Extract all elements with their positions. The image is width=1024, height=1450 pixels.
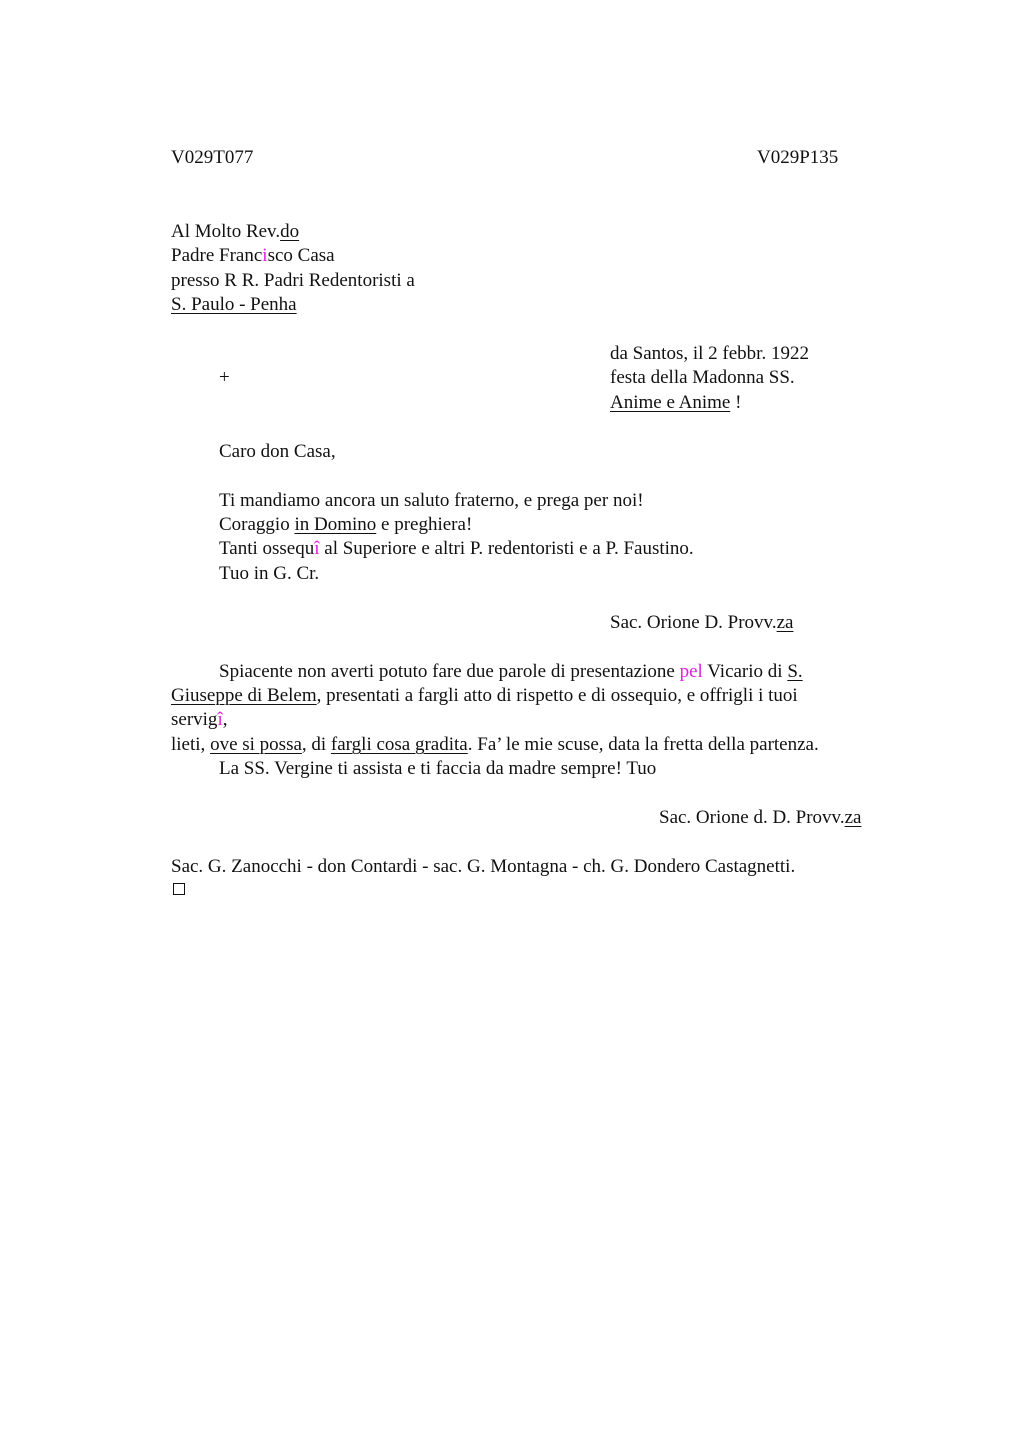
date-line: da Santos, il 2 febbr. 1922 xyxy=(610,343,809,364)
signature-line: Sac. Orione d. D. Provv.za xyxy=(659,807,862,828)
body-line: La SS. Vergine ti assista e ti faccia da madre sempre! Tuo xyxy=(219,758,657,779)
salutation: Caro don Casa, xyxy=(219,441,336,462)
body-line: servigî, xyxy=(171,709,228,730)
address-line: S. Paulo - Penha xyxy=(171,294,297,315)
body-line: Giuseppe di Belem, presentati a fargli atto di rispetto e di ossequio, e offrigli i tuoi xyxy=(171,685,798,706)
body-line: Tuo in G. Cr. xyxy=(219,563,320,584)
end-box-icon xyxy=(173,883,185,895)
motto-line: Anime e Anime ! xyxy=(610,392,742,413)
body-line: Ti mandiamo ancora un saluto fraterno, e prega per noi! xyxy=(219,490,644,511)
body-line: Spiacente non averti potuto fare due parole di presentazione pel Vicario di S. xyxy=(219,661,803,682)
address-line: presso R R. Padri Redentoristi a xyxy=(171,270,415,291)
document-code-right: V029P135 xyxy=(757,147,839,168)
body-line: Coraggio in Domino e preghiera! xyxy=(219,514,473,535)
document-code-left: V029T077 xyxy=(171,147,254,168)
body-line: Tanti ossequî al Superiore e altri P. redentoristi e a P. Faustino. xyxy=(219,538,694,559)
signature-line: Sac. Orione D. Provv.za xyxy=(610,612,794,633)
body-line: lieti, ove si possa, di fargli cosa gradita. Fa’ le mie scuse, data la fretta della partenza. xyxy=(171,734,819,755)
signatories-line: Sac. G. Zanocchi - don Contardi - sac. G. Montagna - ch. G. Dondero Castagnetti. xyxy=(171,856,796,877)
address-line: Padre Francisco Casa xyxy=(171,245,335,266)
address-line: Al Molto Rev.do xyxy=(171,221,300,242)
cross-symbol: + xyxy=(219,367,230,388)
feast-line: festa della Madonna SS. xyxy=(610,367,795,388)
